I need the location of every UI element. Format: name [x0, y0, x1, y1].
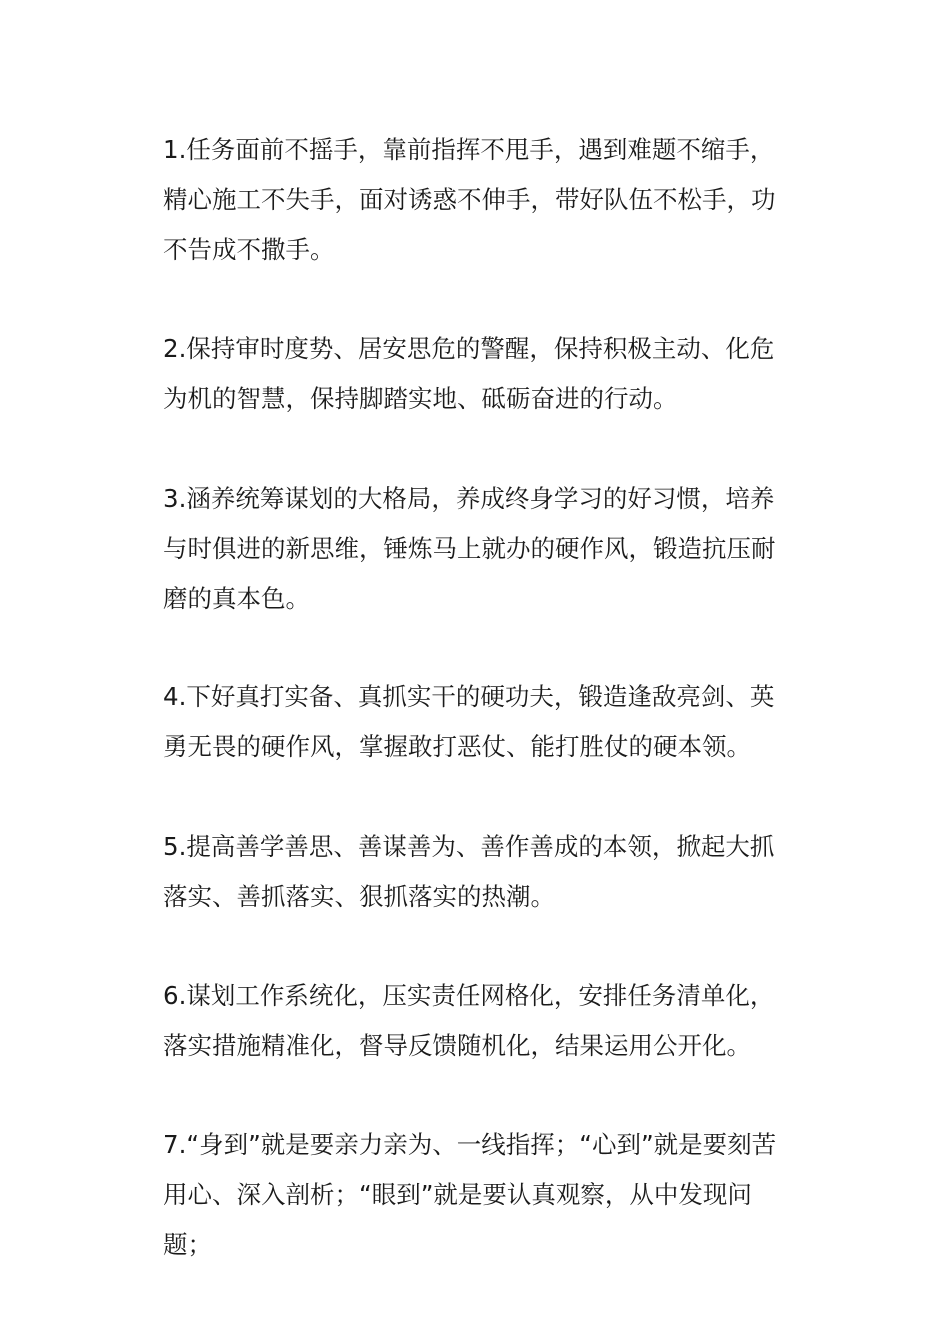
paragraph-6: 6.谋划工作系统化，压实责任网格化，安排任务清单化，落实措施精准化，督导反馈随机化，结果运用公开化。 [163, 981, 775, 1060]
paragraph-2: 2.保持审时度势、居安思危的警醒，保持积极主动、化危为机的智慧，保持脚踏实地、砥砺奋进的行动。 [163, 334, 775, 413]
paragraph-7: 7.“身到”就是要亲力亲为、一线指挥；“心到”就是要刻苦用心、深入剖析；“眼到”就是要认真观察，从中发现问题； [163, 1130, 777, 1259]
paragraph-1: 1.任务面前不摇手，靠前指挥不甩手，遇到难题不缩手，精心施工不失手，面对诱惑不伸手，带好队伍不松手，功不告成不撒手。 [163, 135, 776, 264]
paragraph-3: 3.涵养统筹谋划的大格局，养成终身学习的好习惯，培养与时俱进的新思维，锤炼马上就办的硬作风，锻造抗压耐磨的真本色。 [163, 484, 776, 613]
document-page [163, 0, 793, 1344]
paragraph-4: 4.下好真打实备、真抓实干的硬功夫，锻造逢敌亮剑、英勇无畏的硬作风，掌握敢打恶仗、能打胜仗的硬本领。 [163, 682, 775, 761]
paragraph-5: 5.提高善学善思、善谋善为、善作善成的本领，掀起大抓落实、善抓落实、狠抓落实的热潮。 [163, 832, 775, 911]
